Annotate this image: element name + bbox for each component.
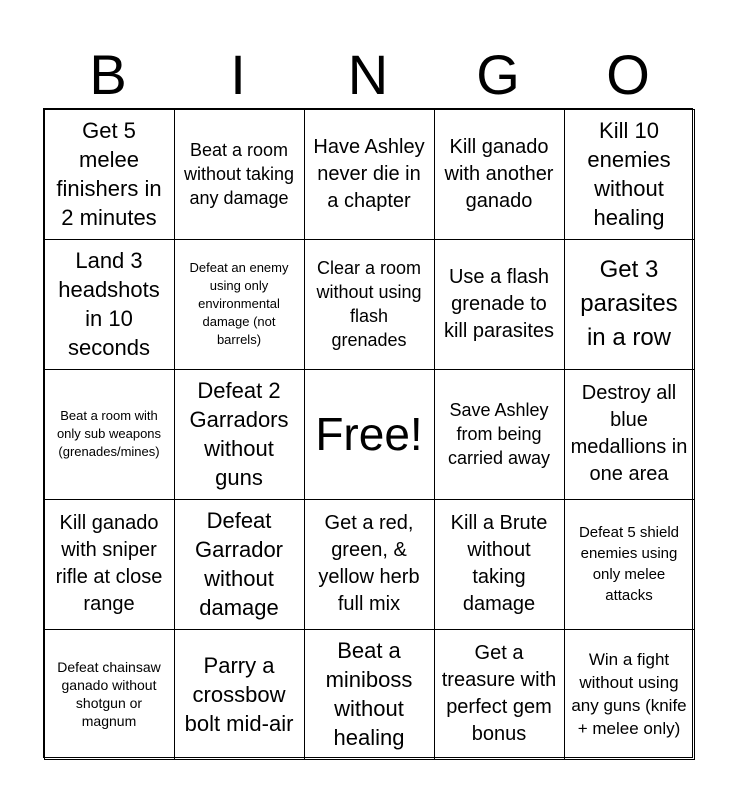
cell-text: Use a flash grenade to kill parasites [443,265,555,342]
cell-text: Get a treasure with perfect gem bonus [441,642,557,745]
bingo-cell-b1[interactable] [44,109,175,240]
bingo-cell-b2[interactable] [44,239,175,370]
cell-text: Get 3 parasites in a row [580,256,678,351]
bingo-cell-g5[interactable] [434,629,565,760]
cell-text: Kill a Brute without taking damage [450,512,548,615]
cell-text: Defeat chainsaw ganado without shotgun or magnum [57,659,161,729]
header-letter-g: G [476,43,520,106]
bingo-cell-b3[interactable] [44,369,175,500]
bingo-cell-n5[interactable] [304,629,435,760]
cell-text: Defeat 2 Garradors without guns [189,378,289,490]
bingo-board [43,108,693,758]
bingo-cell-i5[interactable] [174,629,305,760]
bingo-cell-n4[interactable] [304,499,435,630]
bingo-cell-o5[interactable] [564,629,695,760]
header-letter-n: N [347,43,389,106]
cell-text: Kill ganado with sniper rifle at close range [55,512,163,615]
bingo-cell-o4[interactable] [564,499,695,630]
cell-text: Kill ganado with another ganado [444,135,554,212]
header-letter-o: O [606,43,650,106]
bingo-cell-i4[interactable] [174,499,305,630]
bingo-cell-b5[interactable] [44,629,175,760]
bingo-cell-n3[interactable] [304,369,435,500]
bingo-cell-g1[interactable] [434,109,565,240]
cell-text: Win a fight without using any guns (knife + melee only) [571,650,687,738]
bingo-cell-o2[interactable] [564,239,695,370]
cell-text: Parry a crossbow bolt mid-air [184,652,294,736]
cell-text: Get a red, green, & yellow herb full mix [318,512,420,615]
cell-text: Clear a room without using flash grenades [316,258,422,350]
cell-text: Destroy all blue medallions in one area [570,382,688,485]
free-space: Free! [315,408,423,460]
header-letter-i: I [230,43,246,106]
cell-text: Defeat 5 shield enemies using only melee attacks [578,524,680,604]
cell-text: Beat a room without taking any damage [183,140,295,208]
bingo-cell-g4[interactable] [434,499,565,630]
cell-text: Defeat an enemy using only environmental damage (not barrels) [189,260,289,347]
bingo-cell-b4[interactable] [44,499,175,630]
cell-text: Have Ashley never die in a chapter [313,135,425,212]
bingo-cell-g2[interactable] [434,239,565,370]
cell-text: Beat a room with only sub weapons (grenades/mines) [56,408,162,459]
cell-text: Save Ashley from being carried away [447,400,551,468]
bingo-cell-g3[interactable] [434,369,565,500]
cell-text: Kill 10 enemies without healing [587,118,671,230]
bingo-cell-i2[interactable] [174,239,305,370]
bingo-cell-i1[interactable] [174,109,305,240]
header-letter-b: B [89,43,127,106]
cell-text: Defeat Garrador without damage [194,508,284,620]
bingo-cell-o1[interactable] [564,109,695,240]
bingo-header [43,42,693,108]
bingo-cell-i3[interactable] [174,369,305,500]
cell-text: Beat a miniboss without healing [325,638,413,750]
cell-text: Land 3 headshots in 10 seconds [58,248,160,360]
cell-text: Get 5 melee finishers in 2 minutes [56,118,162,230]
bingo-cell-n1[interactable] [304,109,435,240]
bingo-cell-n2[interactable] [304,239,435,370]
bingo-cell-o3[interactable] [564,369,695,500]
